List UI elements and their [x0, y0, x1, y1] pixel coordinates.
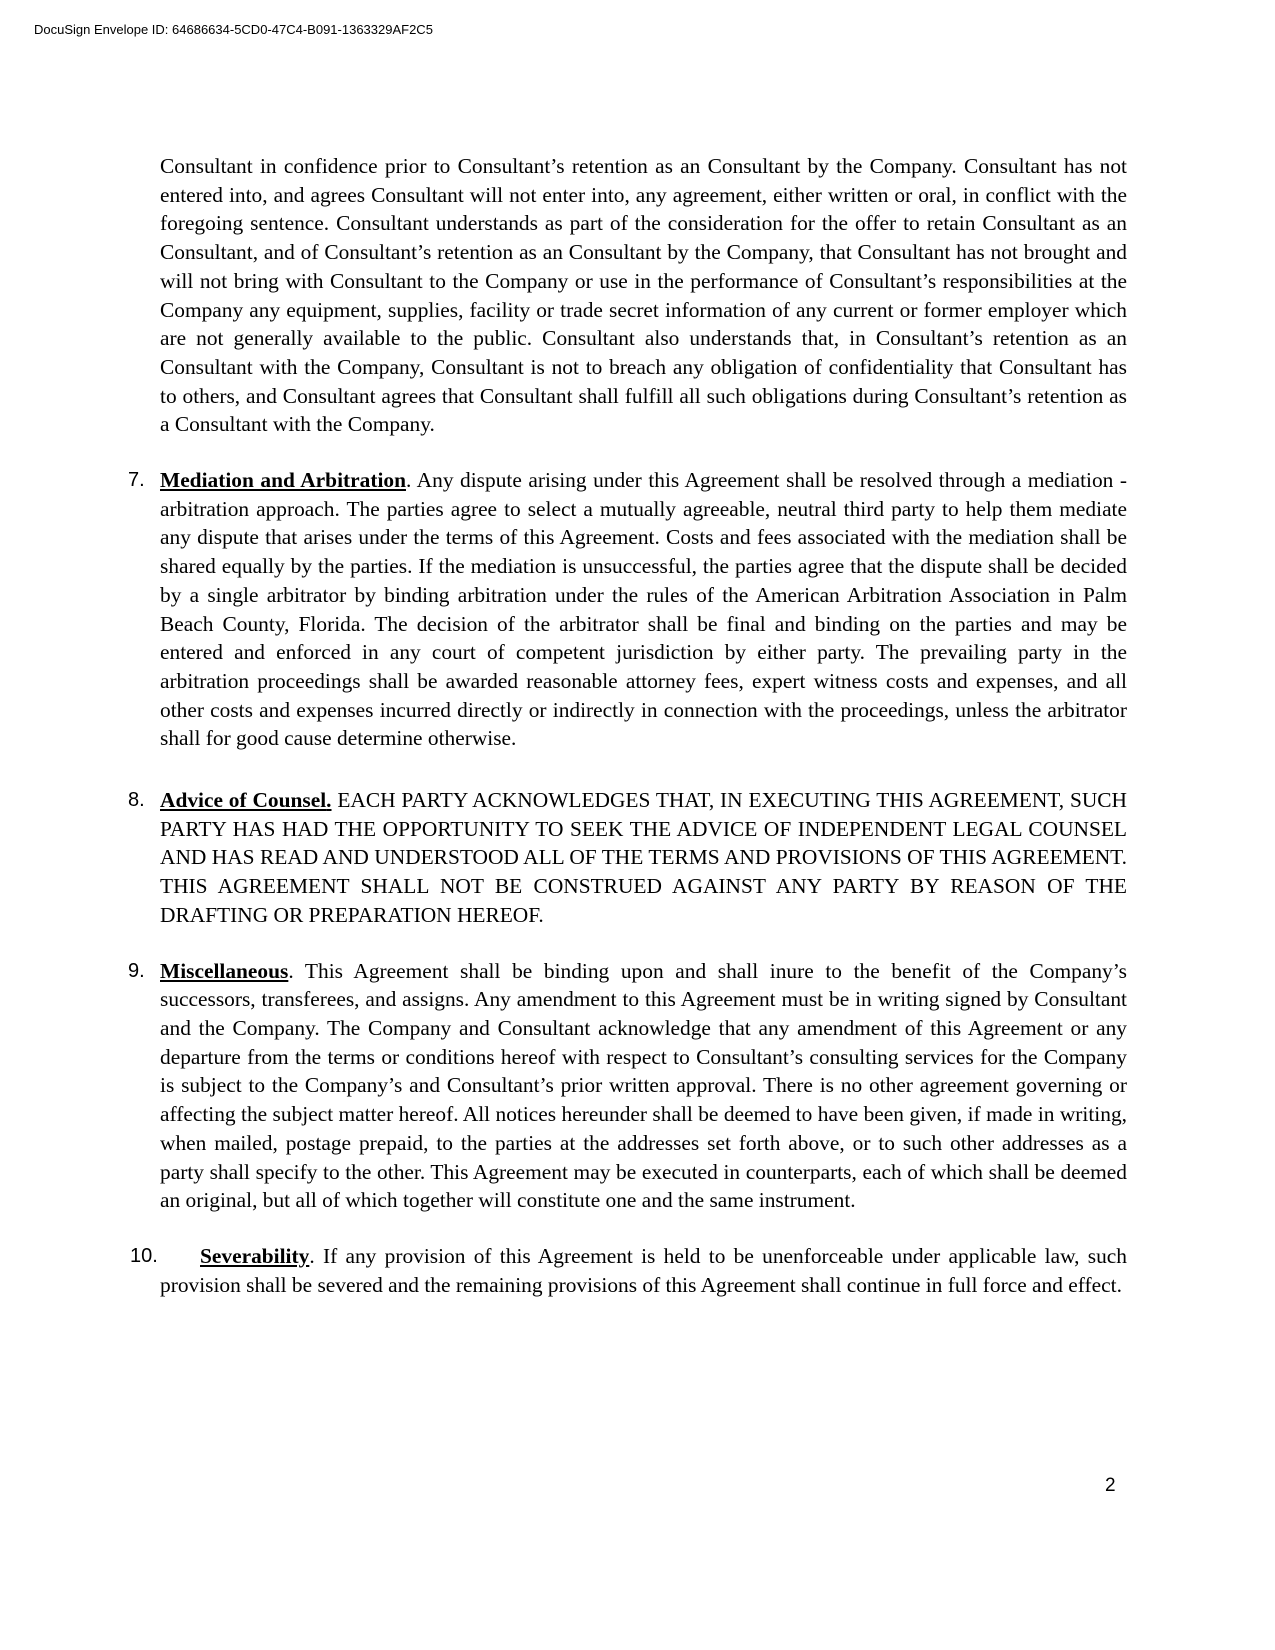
section-heading: Severability [200, 1243, 310, 1268]
section-number: 8. [128, 789, 145, 812]
section-10-severability [130, 1242, 1127, 1299]
heading-period: . [309, 1243, 315, 1268]
section-8-advice-of-counsel [128, 786, 1128, 930]
section-7-mediation-arbitration [128, 466, 1127, 753]
intro-paragraph: Consultant in confidence prior to Consultant’s retention as an Consultant by the Company. Consultant has not entered into, and agrees Consultant will not enter into, any agreement, either written or oral, in conflict with the foregoing sentence. Consultant understands as part of the consideration for the offer to retain Consultant as an Consultant, and of Consultant’s retention as an Consultant by the Company, that Consultant has not brought and will not bring with Consultant to the Company or use in the performance of Consultant’s responsibilities at the Company any equipment, supplies, facility or trade secret information of any current or former employer which are not generally available to the public. Consultant also understands that, in Consultant’s retention as an Consultant with the Company, Consultant is not to breach any obligation of confidentiality that Consultant has to others, and Consultant agrees that Consultant shall fulfill all such obligations during Consultant’s retention as a Consultant with the Company. [160, 154, 1127, 437]
docusign-envelope-id: DocuSign Envelope ID: 64686634-5CD0-47C4-B091-1363329AF2C5 [34, 22, 433, 37]
section-text: This Agreement shall be binding upon and shall inure to the benefit of the Company’s successors, transferees, and assigns. Any amendment to this Agreement must be in writing signed by Consultant and the Company. The Company and Consultant acknowledge that any amendment of this Agreement or any departure from the terms or conditions hereof with respect to Consultant’s consulting services for the Company is subject to the Company’s and Consultant’s prior written approval. There is no other agreement governing or affecting the subject matter hereof. All notices hereunder shall be deemed to have been given, if made in writing, when mailed, postage prepaid, to the parties at the addresses set forth above, or to such other addresses as a party shall specify to the other. This Agreement may be executed in counterparts, each of which shall be deemed an original, but all of which together will constitute one and the same instrument. [160, 958, 1127, 1213]
section-number: 9. [128, 959, 145, 982]
section-heading: Miscellaneous [160, 958, 289, 983]
section-paragraph [160, 786, 1127, 930]
section-heading: Mediation and Arbitration [160, 468, 406, 493]
section-text: If any provision of this Agreement is held to be unenforceable under applicable law, such provision shall be severed and the remaining provisions of this Agreement shall continue in full force and effect. [160, 1243, 1127, 1297]
section-paragraph [160, 1242, 1127, 1299]
section-text: EACH PARTY ACKNOWLEDGES THAT, IN EXECUTING THIS AGREEMENT, SUCH PARTY HAS HAD THE OPPORTUNITY TO SEEK THE ADVICE OF INDEPENDENT LEGAL COUNSEL AND HAS READ AND UNDERSTOOD ALL OF THE TERMS AND PROVISIONS OF THIS AGREEMENT. THIS AGREEMENT SHALL NOT BE CONSTRUED AGAINST ANY PARTY BY REASON OF THE DRAFTING OR PREPARATION HEREOF. [160, 788, 1128, 927]
section-paragraph [160, 466, 1127, 753]
section-number: 7. [128, 469, 145, 492]
heading-period: . [326, 788, 332, 813]
section-9-miscellaneous [128, 957, 1127, 1215]
heading-period: . [405, 468, 412, 493]
page-number: 2 [1105, 1475, 1116, 1496]
section-heading: Advice of Counsel [160, 788, 327, 813]
heading-period: . [288, 958, 294, 983]
section-number: 10. [130, 1244, 158, 1267]
section-paragraph [160, 957, 1127, 1215]
section-text: Any dispute arising under this Agreement shall be resolved through a mediation - arbitration approach. The parties agree to select a mutually agreeable, neutral third party to help them mediate any dispute that arises under the terms of this Agreement. Costs and fees associated with the mediation shall be shared equally by the parties. If the mediation is unsuccessful, the parties agree that the dispute shall be decided by a single arbitrator by binding arbitration under the rules of the American Arbitration Association in Palm Beach County, Florida. The decision of the arbitrator shall be final and binding on the parties and may be entered and enforced in any court of competent jurisdiction by either party. The prevailing party in the arbitration proceedings shall be awarded reasonable attorney fees, expert witness costs and expenses, and all other costs and expenses incurred directly or indirectly in connection with the proceedings, unless the arbitrator shall for good cause determine otherwise. [160, 468, 1127, 751]
document-body [128, 152, 1128, 1299]
